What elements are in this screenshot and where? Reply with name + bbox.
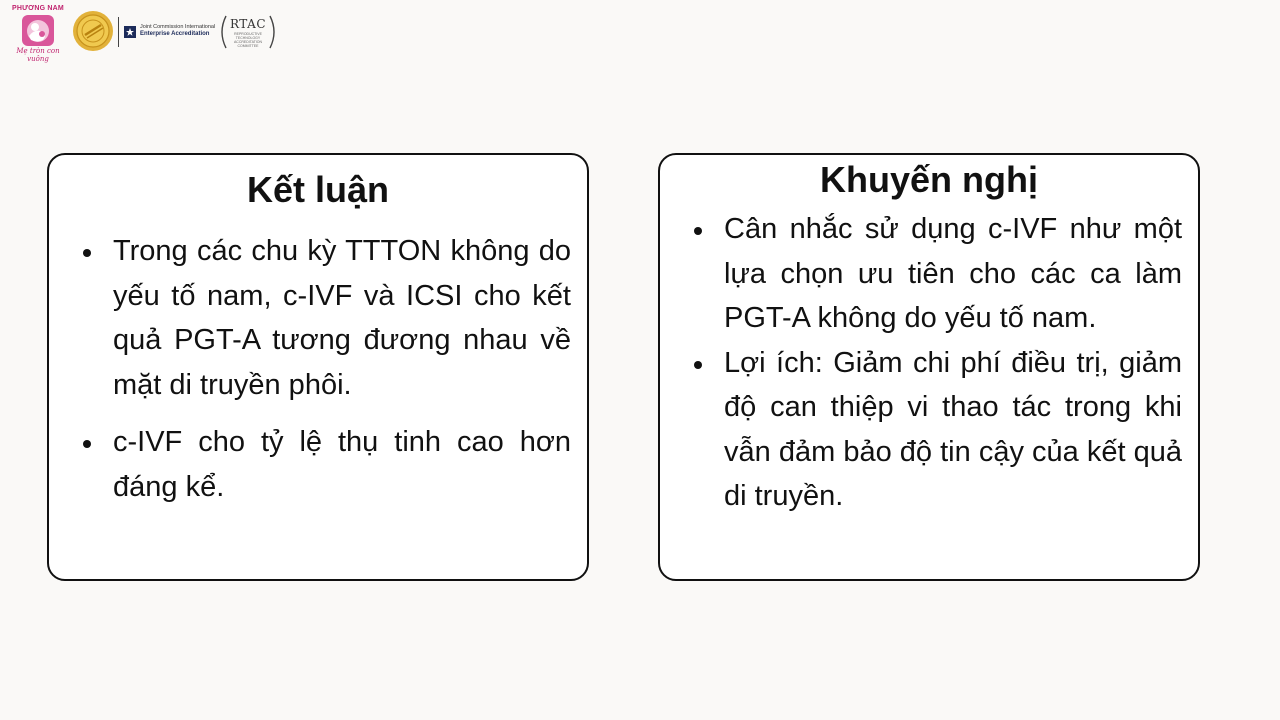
bullet-text: Lợi ích: Giảm chi phí điều trị, giảm độ can thiệp vi thao tác trong khi vẫn đảm bảo độ tin cậy của kết quả di truyền.	[724, 346, 1182, 512]
jci-star-icon	[124, 26, 136, 38]
jci-line-1: Joint Commission International	[140, 24, 216, 30]
list-item	[690, 341, 1182, 519]
recommendation-card	[658, 153, 1200, 581]
conclusion-list	[79, 229, 571, 509]
conclusion-title: Kết luận	[246, 169, 389, 210]
pink-mother-child-logo-icon	[21, 14, 55, 47]
phuong-nam-logo	[4, 2, 66, 63]
bullet-icon	[83, 249, 91, 257]
list-item	[79, 420, 571, 509]
bullet-text: Trong các chu kỳ TTTON không do yếu tố nam, c-IVF và ICSI cho kết quả PGT-A tương đương nhau về mặt di truyền phôi.	[113, 235, 571, 401]
list-item	[79, 229, 571, 407]
conclusion-card	[47, 153, 589, 581]
jci-line-2: Enterprise Accreditation	[140, 31, 210, 37]
bullet-text: c-IVF cho tỷ lệ thụ tinh cao hơn đáng kể.	[113, 426, 571, 503]
brand-name: PHƯƠNG NAM	[12, 5, 64, 12]
recommendation-list	[690, 207, 1182, 519]
rtac-name: RTAC	[229, 17, 267, 31]
list-item	[690, 207, 1182, 341]
bullet-icon	[694, 227, 702, 235]
bullet-icon	[83, 440, 91, 448]
bullet-icon	[694, 361, 702, 369]
gold-seal-icon	[72, 10, 114, 52]
jci-accreditation-text	[140, 24, 215, 38]
brand-slogan: Mẹ tròn con vuông	[16, 47, 60, 63]
rtac-subtitle: REPRODUCTIVE TECHNOLOGY ACCREDITATION COMMITTEE	[233, 32, 263, 48]
logo-divider	[118, 17, 119, 47]
header-logos	[0, 0, 300, 62]
recommendation-title: Khuyến nghị	[820, 159, 1038, 200]
bullet-text: Cân nhắc sử dụng c-IVF như một lựa chọn ưu tiên cho các ca làm PGT-A không do yếu tố nam.	[724, 213, 1182, 334]
